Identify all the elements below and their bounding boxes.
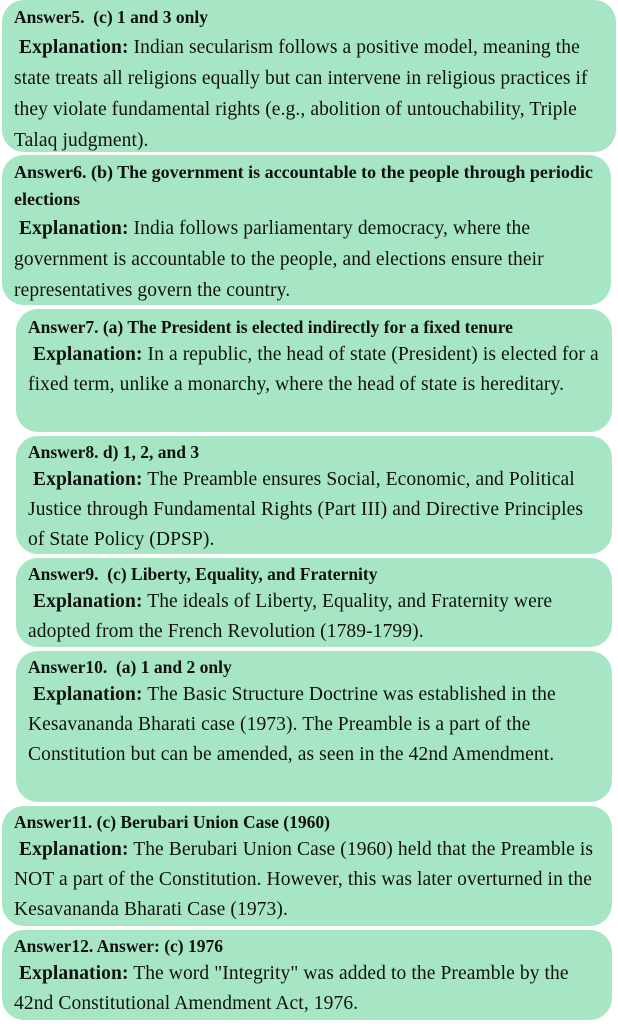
answer-heading: Answer5. (c) 1 and 3 only [14, 7, 208, 27]
explanation-text: India follows parliamentary democracy, where the government is accountable to the people, and elections ensure their representatives govern the country. [14, 218, 544, 301]
explanation-label: Explanation: [32, 344, 143, 365]
answer-heading: Answer6. (b) The government is accountable to the people through periodic elections [14, 162, 598, 209]
answer-explanation [28, 680, 604, 770]
answer-card-6 [2, 155, 611, 305]
explanation-label: Explanation: [18, 37, 129, 58]
answer-explanation [14, 959, 604, 1019]
answer-card-9 [16, 558, 612, 647]
answer-heading: Answer10. (a) 1 and 2 only [28, 657, 232, 677]
explanation-label: Explanation: [18, 839, 129, 860]
answer-card-10 [16, 651, 612, 802]
explanation-text: The ideals of Liberty, Equality, and Fraternity were adopted from the French Revolution (1789-1799). [28, 591, 553, 642]
answer-explanation [14, 213, 603, 305]
explanation-label: Explanation: [32, 469, 143, 490]
explanation-text: The Berubari Union Case (1960) held that the Preamble is NOT a part of the Constitution. However, this was later overturned in the Kesavananda Bharati Case (1973). [14, 839, 594, 920]
explanation-text: Indian secularism follows a positive model, meaning the state treats all religions equally but can intervene in religious practices if they violate fundamental rights (e.g., abolition of untouchability, Triple Talaq judgment). [14, 37, 588, 151]
answer-card-11 [2, 806, 612, 926]
answer-card-5 [2, 0, 616, 152]
answer-explanation [28, 587, 604, 647]
answer-explanation [14, 835, 604, 925]
answer-heading: Answer12. Answer: (c) 1976 [14, 936, 223, 956]
answer-card-8 [16, 436, 612, 554]
explanation-text: In a republic, the head of state (President) is elected for a fixed term, unlike a monarchy, where the head of state is hereditary. [28, 344, 599, 395]
answer-explanation [28, 465, 604, 554]
answer-heading: Answer9. (c) Liberty, Equality, and Fraternity [28, 564, 378, 584]
answer-explanation [28, 340, 604, 400]
answer-card-12 [2, 930, 612, 1020]
explanation-label: Explanation: [32, 684, 143, 705]
explanation-label: Explanation: [18, 963, 129, 984]
answer-explanation [14, 32, 608, 152]
explanation-text: The Preamble ensures Social, Economic, and Political Justice through Fundamental Rights (Part III) and Directive Principles of State Policy (DPSP). [28, 469, 584, 550]
answer-heading: Answer7. (a) The President is elected indirectly for a fixed tenure [28, 317, 513, 337]
answer-heading: Answer11. (c) Berubari Union Case (1960) [14, 812, 330, 832]
explanation-label: Explanation: [18, 218, 129, 239]
answer-heading: Answer8. d) 1, 2, and 3 [28, 442, 200, 462]
answer-card-7 [16, 309, 612, 432]
explanation-text: The word "Integrity" was added to the Preamble by the 42nd Constitutional Amendment Act, 1976. [14, 963, 569, 1014]
explanation-text: The Basic Structure Doctrine was established in the Kesavananda Bharati case (1973). The Preamble is a part of the Constitution but can be amended, as seen in the 42nd Amendment. [28, 684, 556, 765]
explanation-label: Explanation: [32, 591, 143, 612]
